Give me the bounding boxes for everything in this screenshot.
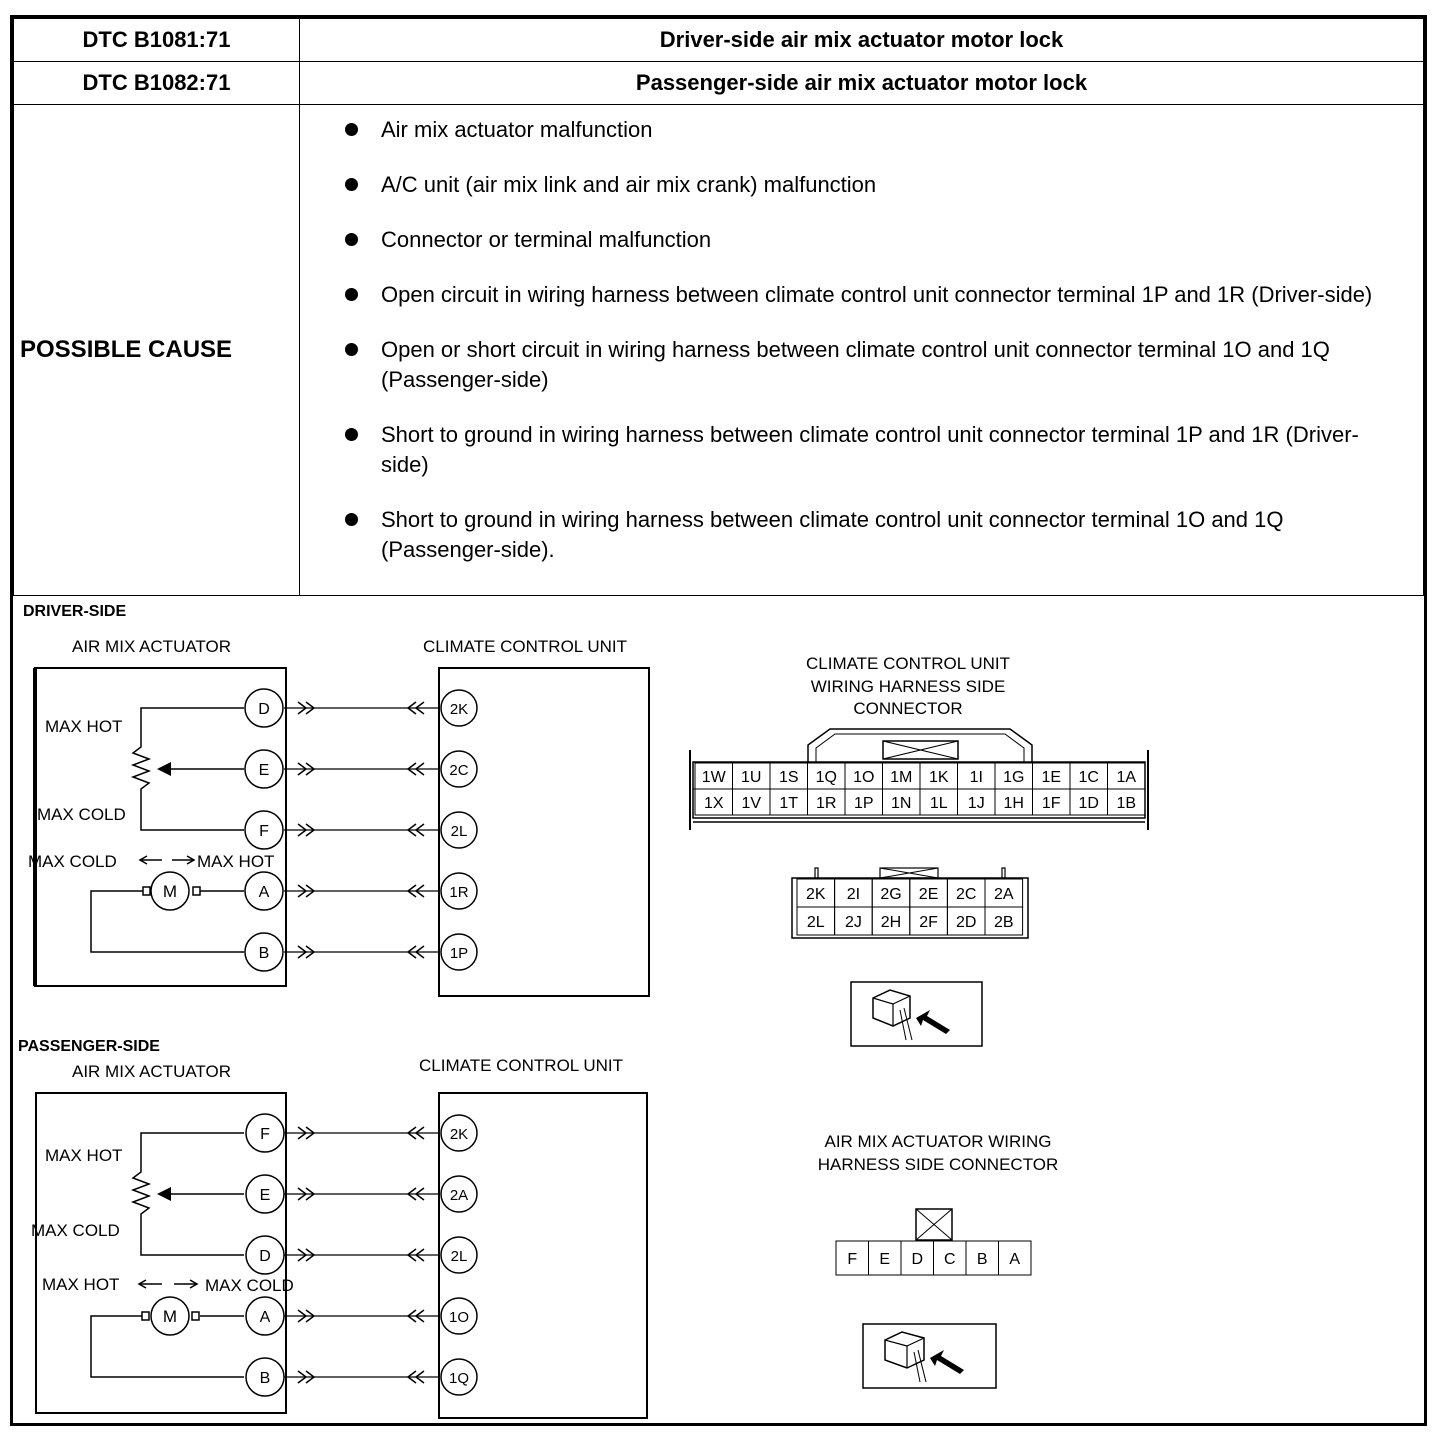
driver-wire-f (245, 811, 477, 849)
act-pin-label: B (976, 1250, 988, 1268)
driver-ccu-title: CLIMATE CONTROL UNIT (423, 637, 628, 656)
passenger-actuator-title: AIR MIX ACTUATOR (72, 1062, 232, 1081)
ccu-small-pin-label: 2D (955, 913, 977, 931)
driver-wire-d (245, 689, 477, 727)
act-connector-body (916, 1209, 952, 1240)
ccu-pin-label: 1A (1116, 768, 1137, 786)
ccu-pin-label: 1R (816, 794, 837, 812)
passenger-motor-label: M (162, 1307, 178, 1326)
dtc-title-passenger: Passenger-side air mix actuator motor lock (300, 62, 1424, 105)
act-pin-label: F (847, 1250, 858, 1268)
ccu-pin-label: 1M (890, 768, 913, 786)
ccu-pin-label: 1S (778, 768, 799, 786)
ccu-pin-label: 1V (741, 794, 762, 812)
ccu-pin-label: 1H (1003, 794, 1024, 812)
ccu-pin-label: 1W (701, 768, 726, 786)
ccu-small-pin-label: 2C (955, 885, 977, 903)
driver-act-terminal: D (258, 701, 270, 718)
ccu-pin-label: 1D (1078, 794, 1099, 812)
passenger-act-terminal: D (259, 1248, 271, 1265)
act-connector-title: HARNESS SIDE CONNECTOR (817, 1155, 1059, 1174)
driver-dir-left-label: MAX COLD (28, 852, 117, 871)
dtc-code-passenger: DTC B1082:71 (14, 62, 300, 105)
driver-act-terminal: B (258, 945, 270, 962)
passenger-potentiometer (133, 1133, 244, 1255)
driver-section-title: DRIVER-SIDE (23, 603, 127, 620)
driver-potentiometer (133, 708, 244, 830)
ccu-pin-label: 1B (1116, 794, 1137, 812)
driver-act-terminal: A (258, 884, 270, 901)
driver-dir-right-label: MAX HOT (197, 852, 275, 871)
ccu-small-pin-label: 2B (994, 913, 1014, 931)
passenger-act-terminal: F (260, 1126, 270, 1143)
passenger-ccu-terminal: 2L (450, 1248, 468, 1265)
act-pin-label: D (911, 1250, 924, 1268)
passenger-ccu-terminal: 1O (448, 1309, 470, 1326)
cause-item: Short to ground in wiring harness between climate control unit connector terminal 1P and 1R (Driver-side) (345, 420, 1383, 480)
dtc-title-driver: Driver-side air mix actuator motor lock (300, 19, 1424, 62)
ccu-connector-title: CLIMATE CONTROL UNIT (805, 654, 1011, 673)
dtc-code-driver: DTC B1081:71 (14, 19, 300, 62)
ccu-small-pin-label: 2G (880, 885, 902, 903)
ccu-pin-label: 1G (1003, 768, 1025, 786)
passenger-act-terminal: E (259, 1187, 271, 1204)
driver-actuator-title: AIR MIX ACTUATOR (72, 637, 232, 656)
act-connector-title: AIR MIX ACTUATOR WIRING (824, 1132, 1052, 1151)
driver-motor-label: M (162, 882, 178, 901)
passenger-max-cold-label: MAX COLD (31, 1221, 120, 1240)
ccu-small-pin-label: 2H (880, 913, 902, 931)
ccu-pin-label: 1P (853, 794, 874, 812)
passenger-act-terminal: B (259, 1370, 271, 1387)
ccu-connector-title: CONNECTOR (853, 699, 963, 718)
cause-item: Air mix actuator malfunction (345, 115, 1383, 145)
ccu-pin-label: 1U (741, 768, 762, 786)
passenger-dir-left-label: MAX HOT (42, 1275, 120, 1294)
ccu-pin-label: 1N (891, 794, 912, 812)
ccu-small-connector (792, 868, 1028, 938)
driver-ccu-terminal: 1R (449, 884, 469, 901)
act-connector-pins (836, 1241, 1031, 1275)
connector-view-icon (851, 982, 982, 1046)
ccu-small-pin-label: 2L (806, 913, 825, 931)
cause-item: Open circuit in wiring harness between climate control unit connector terminal 1P and 1R (Driver-side) (345, 280, 1383, 310)
ccu-pin-label: 1Q (815, 768, 837, 786)
driver-ccu-terminal: 1P (449, 945, 469, 962)
act-pin-label: A (1009, 1250, 1021, 1268)
driver-ccu-terminal: 2L (450, 823, 468, 840)
cause-item: Open or short circuit in wiring harness between climate control unit connector terminal 1O and 1Q (Passenger-side) (345, 335, 1383, 395)
ccu-pin-label: 1F (1041, 794, 1061, 812)
connector-view-icon (863, 1324, 996, 1388)
driver-direction-arrows (140, 856, 194, 864)
passenger-direction-arrows (139, 1280, 197, 1288)
ccu-pin-label: 1E (1041, 768, 1062, 786)
driver-ccu-terminal: 2K (449, 701, 469, 718)
ccu-small-pin-label: 2E (918, 885, 939, 903)
cause-item: Connector or terminal malfunction (345, 225, 1383, 255)
driver-motor (91, 872, 244, 952)
driver-ccu-terminal: 2C (449, 762, 469, 779)
ccu-pin-label: 1C (1078, 768, 1099, 786)
ccu-pin-label: 1O (853, 768, 875, 786)
ccu-pin-label: 1J (967, 794, 985, 812)
passenger-wire-a (246, 1297, 477, 1335)
passenger-section-title: PASSENGER-SIDE (18, 1038, 160, 1055)
driver-wire-e (245, 750, 477, 788)
cause-item: Short to ground in wiring harness between climate control unit connector terminal 1O and 1Q (Passenger-side). (345, 505, 1383, 565)
passenger-act-terminal: A (259, 1309, 271, 1326)
act-pin-label: C (943, 1250, 956, 1268)
passenger-dir-right-label: MAX COLD (205, 1276, 294, 1295)
passenger-wire-d (246, 1236, 477, 1274)
ccu-small-pin-label: 2K (806, 885, 826, 903)
driver-max-cold-label: MAX COLD (37, 805, 126, 824)
possible-cause-label: POSSIBLE CAUSE (14, 105, 300, 596)
passenger-max-hot-label: MAX HOT (45, 1146, 123, 1165)
act-pin-label: E (879, 1250, 891, 1268)
passenger-ccu-terminal: 2A (449, 1187, 469, 1204)
ccu-pin-label: 1I (969, 768, 983, 786)
ccu-pin-label: 1X (703, 794, 724, 812)
cause-item: A/C unit (air mix link and air mix crank) malfunction (345, 170, 1383, 200)
passenger-ccu-title: CLIMATE CONTROL UNIT (419, 1056, 624, 1075)
ccu-small-pin-label: 2J (844, 913, 862, 931)
ccu-connector-title: WIRING HARNESS SIDE (810, 677, 1006, 696)
driver-wire-b (245, 933, 477, 971)
passenger-ccu-terminal: 2K (449, 1126, 469, 1143)
ccu-pin-label: 1L (929, 794, 948, 812)
driver-act-terminal: F (259, 823, 269, 840)
passenger-motor (91, 1297, 244, 1377)
ccu-pin-label: 1T (779, 794, 799, 812)
ccu-pin-label: 1K (928, 768, 949, 786)
passenger-wire-f (246, 1114, 477, 1152)
passenger-wire-e (246, 1175, 477, 1213)
ccu-small-pin-label: 2A (994, 885, 1014, 903)
ccu-small-pin-label: 2F (919, 913, 938, 931)
driver-act-terminal: E (258, 762, 270, 779)
driver-max-hot-label: MAX HOT (45, 717, 123, 736)
passenger-wire-b (246, 1358, 477, 1396)
ccu-small-pin-label: 2I (846, 885, 861, 903)
passenger-ccu-terminal: 1Q (448, 1370, 470, 1387)
driver-wire-a (245, 872, 477, 910)
